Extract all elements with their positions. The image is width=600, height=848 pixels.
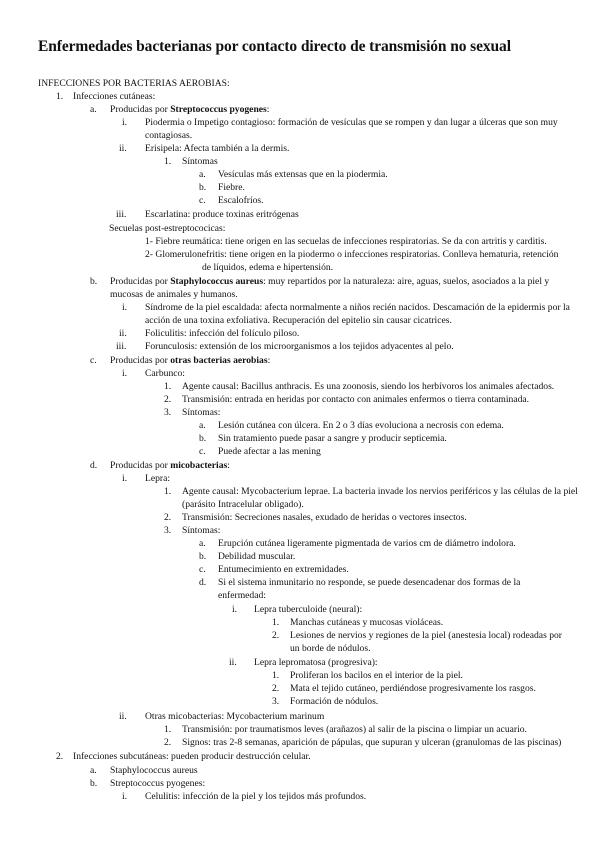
- list-item: Erupción cutánea ligeramente pigmentada de varios cm de diámetro indolora.: [218, 538, 516, 549]
- list-marker: 1.: [272, 617, 280, 628]
- list-item: Fiebre.: [218, 182, 245, 193]
- list-marker: 1.: [272, 670, 280, 681]
- list-marker: b.: [199, 551, 207, 562]
- list-marker: c.: [90, 355, 97, 366]
- list-item: Manchas cutáneas y mucosas violáceas.: [290, 617, 444, 628]
- list-marker: 2.: [56, 751, 64, 762]
- list-marker: ii.: [229, 657, 237, 668]
- list-marker: a.: [199, 538, 206, 549]
- list-marker: c.: [199, 195, 206, 206]
- text: :: [227, 460, 230, 471]
- paragraph: 1- Fiebre reumática: tiene origen en las secuelas de infecciones respiratorias. Se da con artritis y carditis.: [145, 236, 547, 247]
- list-item: Staphylococcus aureus: [110, 765, 198, 776]
- list-item: Escarlatina: produce toxinas eritrógenas: [145, 209, 299, 220]
- section-heading: INFECCIONES POR BACTERIAS AEROBIAS:: [38, 78, 230, 89]
- text: Producidas por: [110, 104, 171, 115]
- list-marker: i.: [122, 368, 128, 379]
- bold-term: micobacterias: [170, 460, 228, 471]
- list-item: Infecciones cutáneas:: [73, 91, 156, 102]
- list-item: Escalofríos.: [218, 195, 264, 206]
- list-marker: c.: [199, 446, 206, 457]
- list-marker: a.: [90, 104, 97, 115]
- list-marker: iii.: [116, 341, 127, 352]
- list-marker: i.: [232, 604, 238, 615]
- list-marker: 2.: [164, 394, 172, 405]
- bold-term: otras bacterias aerobias: [170, 355, 268, 366]
- list-item: Carbunco:: [145, 368, 185, 379]
- list-marker: a.: [199, 420, 206, 431]
- list-item: Agente causal: Bacillus anthracis. Es una zoonosis, siendo los herbívoros los animales afectados.: [182, 381, 555, 392]
- list-item: Streptococcus pyogenes:: [110, 778, 206, 789]
- list-item: Lepra lepromatosa (progresiva):: [254, 657, 378, 668]
- list-marker: i.: [122, 791, 128, 802]
- text: :: [267, 355, 271, 366]
- list-item: Mata el tejido cutáneo, perdiéndose progresivamente los rasgos.: [290, 683, 536, 694]
- list-marker: b.: [90, 276, 98, 287]
- text: : muy repartidos por la naturaleza: aire, aguas, suelos, asociados a la piel y: [263, 276, 550, 287]
- list-marker: iii.: [116, 209, 127, 220]
- list-marker: 1.: [164, 724, 172, 735]
- text: :: [266, 104, 270, 115]
- list-item: Vesículas más extensas que en la piodermia.: [218, 169, 388, 180]
- list-item: Transmisión: entrada en heridas por contacto con animales enfermos o tierra contaminada.: [182, 394, 530, 405]
- list-item: Transmisión: por traumatismos leves (arañazos) al salir de la piscina o limpiar un acuario.: [182, 724, 527, 735]
- paragraph-continuation: de líquidos, edema e hipertensión.: [202, 262, 334, 273]
- list-marker: d.: [199, 577, 207, 588]
- list-marker: ii.: [119, 328, 127, 339]
- list-item: Foliculitis: infección del folículo piloso.: [145, 328, 300, 339]
- list-item-continuation: (parásito Intracelular obligado).: [182, 499, 304, 510]
- list-item: Puede afectar a las mening: [218, 446, 321, 457]
- list-item-continuation: mucosas de animales y humanos.: [110, 289, 238, 300]
- bold-term: Streptococcus pyogenes: [170, 104, 267, 115]
- list-item-continuation: enfermedad:: [218, 590, 266, 601]
- list-item-continuation: un borde de nódulos.: [290, 643, 371, 654]
- list-item: Lesión cutánea con úlcera. En 2 o 3 días evoluciona a necrosis con edema.: [218, 420, 504, 431]
- text: Producidas por: [110, 460, 171, 471]
- paragraph: Secuelas post-estreptococicas:: [109, 223, 226, 234]
- list-item: Signos: tras 2-8 semanas, aparición de pápulas, que supuran y ulceran (granulomas de las piscinas): [182, 737, 562, 748]
- list-item: Entumecimiento en extremidades.: [218, 564, 349, 575]
- list-item-continuation: contagiosas.: [145, 130, 193, 141]
- list-item-continuation: acción de una toxina exfoliativa. Recuperación del epitelio sin causar cicatrices.: [145, 315, 452, 326]
- list-marker: b.: [90, 778, 98, 789]
- list-marker: 1.: [164, 156, 172, 167]
- list-item: Piodermia o Impetigo contagioso: formación de vesículas que se rompen y dan lugar a úlceras que son muy: [145, 117, 558, 128]
- list-item: [110, 103, 269, 116]
- list-item: Debilidad muscular.: [218, 551, 296, 562]
- list-item: Si el sistema inmunitario no responde, se puede desencadenar dos formas de la: [218, 577, 521, 588]
- list-item: Lepra:: [145, 473, 171, 484]
- text: Producidas por: [110, 355, 171, 366]
- paragraph: 2- Glomerulonefritis: tiene origen en la piodermo o infecciones respiratorias. Conlleva hematuria, retención: [145, 249, 559, 260]
- list-marker: 2.: [272, 683, 280, 694]
- list-item: [110, 275, 549, 288]
- list-marker: 1.: [164, 381, 172, 392]
- list-marker: 2.: [164, 512, 172, 523]
- list-marker: i.: [122, 473, 128, 484]
- list-item: Sin tratamiento puede pasar a sangre y producir septicemia.: [218, 433, 447, 444]
- list-item: Forunculosis: extensión de los microorganismos a los tejidos adyacentes al pelo.: [145, 341, 454, 352]
- list-marker: d.: [90, 460, 98, 471]
- list-item: Transmisión: Secreciones nasales, exudado de heridas o vectores insectos.: [182, 512, 467, 523]
- bold-term: Staphylococcus aureus: [170, 276, 264, 287]
- list-marker: a.: [90, 765, 97, 776]
- list-item: Celulitis: infección de la piel y los tejidos más profundos.: [145, 791, 367, 802]
- list-marker: a.: [199, 169, 206, 180]
- list-marker: b.: [199, 182, 207, 193]
- list-marker: c.: [199, 564, 206, 575]
- list-marker: 3.: [164, 407, 172, 418]
- text: Producidas por: [110, 276, 171, 287]
- list-marker: 2.: [164, 737, 172, 748]
- list-item: Lepra tuberculoide (neural):: [254, 604, 363, 615]
- list-item: [110, 354, 270, 367]
- list-item: Erisipela: Afecta también a la dermis.: [145, 143, 290, 154]
- list-item: Otras micobacterias: Mycobacterium marinum: [145, 711, 325, 722]
- list-item: Formación de nódulos.: [290, 696, 379, 707]
- list-marker: ii.: [119, 143, 127, 154]
- list-item: Agente causal: Mycobacterium leprae. La bacteria invade los nervios periféricos y las células de la piel: [182, 486, 578, 497]
- list-item: [110, 459, 230, 472]
- list-marker: 3.: [272, 696, 280, 707]
- list-marker: 2.: [272, 630, 280, 641]
- list-marker: i.: [122, 302, 128, 313]
- list-marker: 1.: [56, 91, 64, 102]
- list-item: Síntomas:: [182, 407, 221, 418]
- list-item: Infecciones subcutáneas: pueden producir destrucción celular.: [73, 751, 311, 762]
- list-marker: b.: [199, 433, 207, 444]
- list-marker: ii.: [119, 711, 127, 722]
- list-marker: i.: [122, 117, 128, 128]
- list-item: Síndrome de la piel escaldada: afecta normalmente a niños recién nacidos. Descamación de la epidermis por la: [145, 302, 570, 313]
- document-title: Enfermedades bacterianas por contacto directo de transmisión no sexual: [38, 38, 511, 55]
- list-item: Síntomas:: [182, 525, 221, 536]
- list-marker: 3.: [164, 525, 172, 536]
- list-item: Lesiones de nervios y regiones de la piel (anestesia local) rodeadas por: [290, 630, 562, 641]
- list-item: Síntomas: [182, 156, 218, 167]
- list-marker: 1.: [164, 486, 172, 497]
- list-item: Proliferan los bacilos en el interior de la piel.: [290, 670, 463, 681]
